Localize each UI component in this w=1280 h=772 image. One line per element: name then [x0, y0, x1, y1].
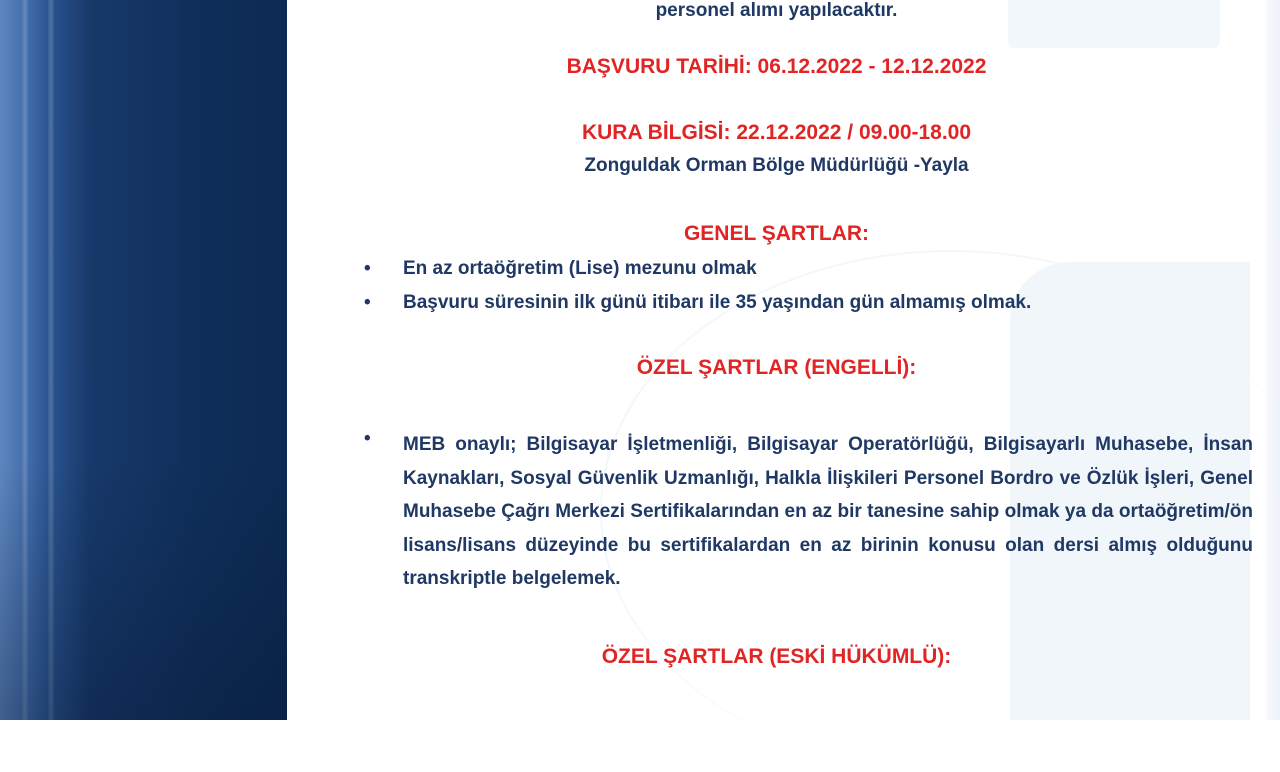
list-item-text: Başvuru süresinin ilk günü itibarı ile 35 yaşından gün almamış olmak.: [403, 292, 1032, 313]
header-line: personel alımı yapılacaktır.: [655, 0, 898, 21]
lottery-location: Zonguldak Orman Bölge Müdürlüğü -Yayla: [584, 155, 969, 176]
general-conditions-heading: GENEL ŞARTLAR:: [683, 222, 870, 245]
list-item-text: En az ortaöğretim (Lise) mezunu olmak: [403, 258, 757, 279]
right-edge: [1266, 0, 1280, 720]
left-decorative-band: [0, 0, 287, 720]
bullet-icon: •: [364, 428, 371, 449]
band-shade: [0, 460, 287, 720]
announcement-document: [287, 0, 1266, 720]
bullet-icon: •: [364, 258, 371, 279]
special-disabled-paragraph: MEB onaylı; Bilgisayar İşletmenliği, Bilgisayar Operatörlüğü, Bilgisayarlı Muhasebe, İnsan Kaynakları, Sosyal Güvenlik Uzmanlığı, Halkla İlişkileri Personel Bordro ve Özlük İşleri, Genel Muhasebe Çağrı Merkezi Sertifikalarından en az bir tanesine sahip olmak ya da ortaöğretim/ön lisans/lisans düzeyinde bu sertifikalardan en az birinin konusu olan dersi almış olduğunu transkriptle belgelemek.: [403, 434, 1253, 589]
special-exconvict-heading: ÖZEL ŞARTLAR (ESKİ HÜKÜMLÜ):: [601, 645, 952, 668]
application-date: BAŞVURU TARİHİ: 06.12.2022 - 12.12.2022: [566, 55, 987, 78]
special-disabled-heading: ÖZEL ŞARTLAR (ENGELLİ):: [636, 356, 917, 379]
lottery-info: KURA BİLGİSİ: 22.12.2022 / 09.00-18.00: [581, 121, 972, 144]
bullet-icon: •: [364, 292, 371, 313]
